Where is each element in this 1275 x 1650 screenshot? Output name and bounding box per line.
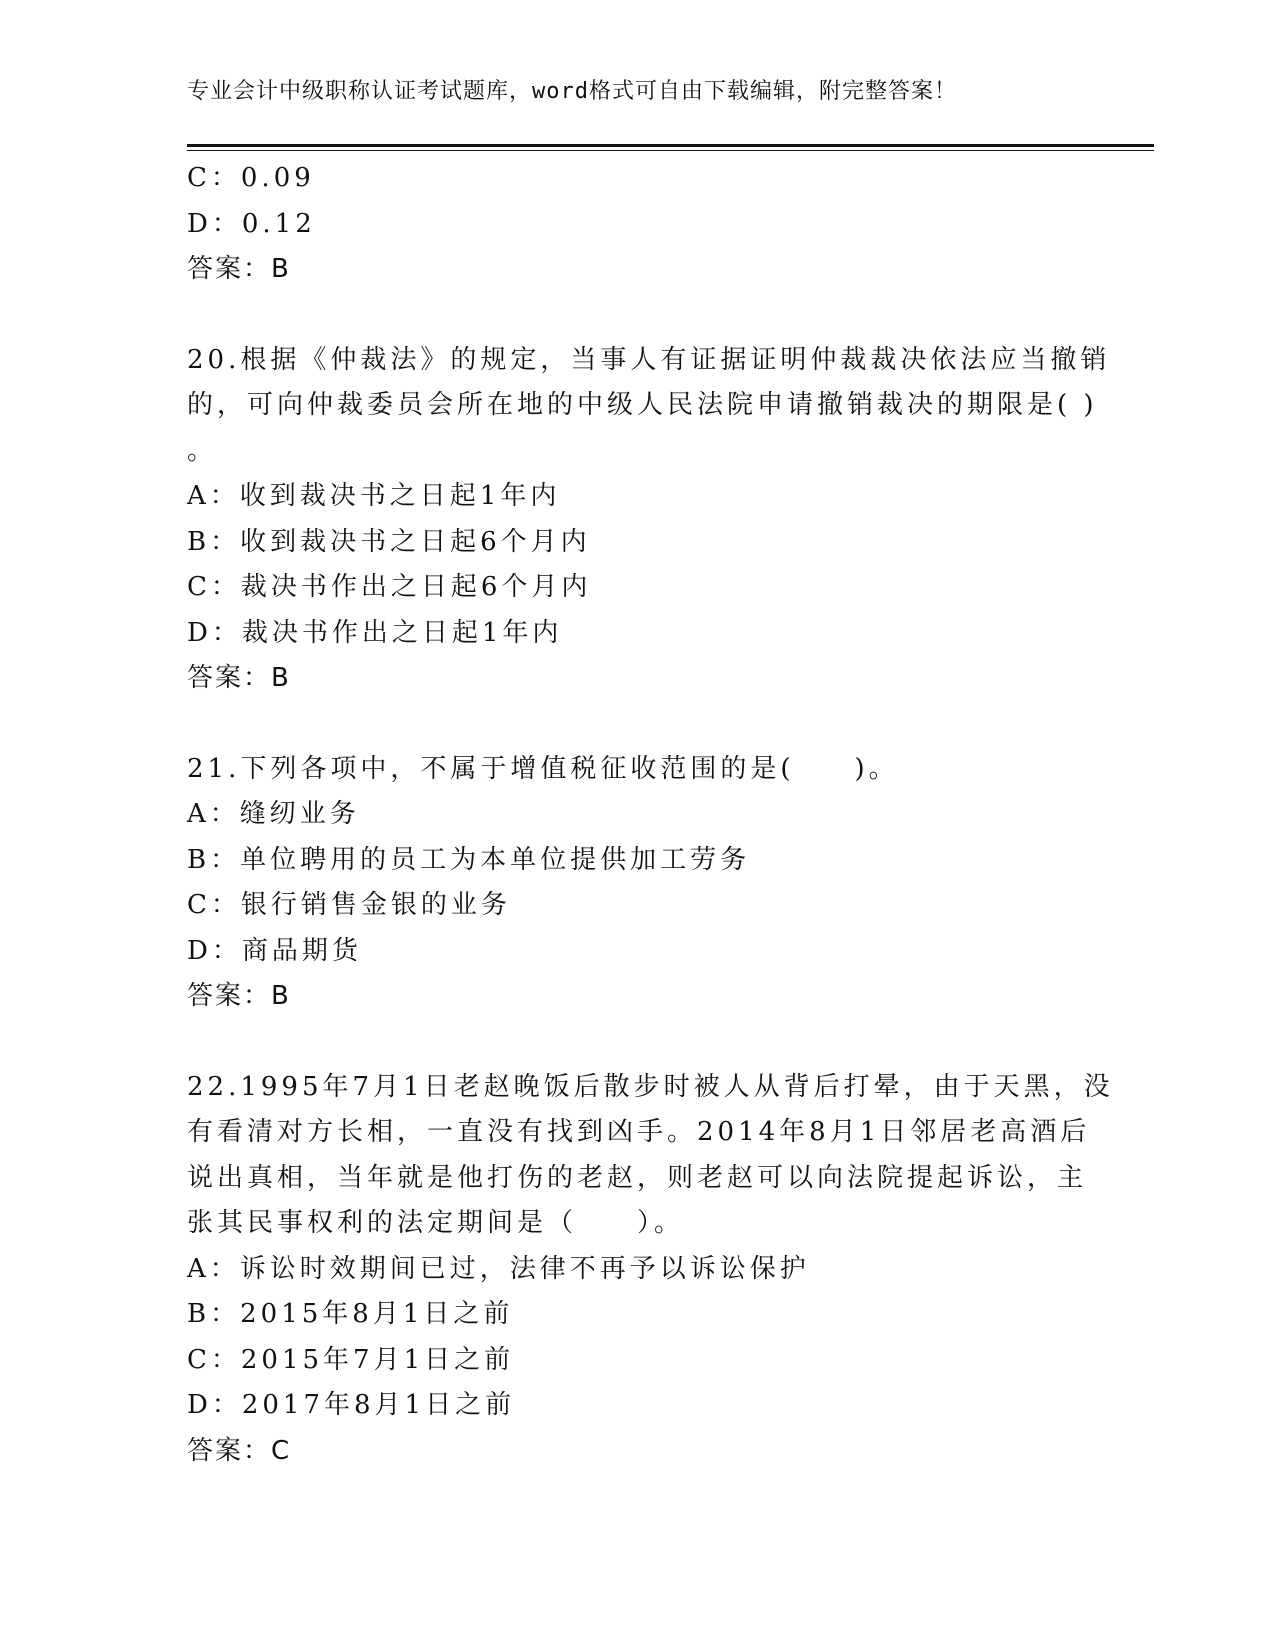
question-stem-line: 21.下列各项中，不属于增值税征收范围的是( )。 [187,753,899,784]
option-d: D：2017年8月1日之前 [187,1390,516,1420]
spacer [187,293,1087,338]
option-b: B：单位聘用的员工为本单位提供加工劳务 [187,844,751,875]
option-c: C：银行销售金银的业务 [187,890,511,920]
option-a: A：缝纫业务 [187,799,360,829]
answer-line: 答案：C [187,1435,292,1466]
header-rule-thin [187,150,1154,151]
option-c: C：裁决书作出之日起6个月内 [187,572,592,602]
option-a: A：诉讼时效期间已过，法律不再予以诉讼保护 [187,1253,810,1284]
question-stem-line: 20.根据《仲裁法》的规定，当事人有证据证明仲裁裁决依法应当撤销 [187,344,1111,375]
question-stem-line: 。 [187,435,218,466]
option-b: B：收到裁决书之日起6个月内 [187,526,591,557]
option-c: C：0.09 [187,163,315,193]
question-22 [187,1065,1114,1475]
question-stem-line: 有看清对方长相，一直没有找到凶手。2014年8月1日邻居老高酒后 [187,1117,1091,1147]
question-20 [187,338,1111,702]
option-c: C：2015年7月1日之前 [187,1344,515,1375]
page-header: 专业会计中级职称认证考试题库，word格式可自由下载编辑，附完整答案！ [187,79,957,104]
question-stem-line: 张其民事权利的法定期间是（ ）。 [187,1208,685,1238]
option-d: D：裁决书作出之日起1年内 [187,617,563,648]
previous-question-tail [187,156,1087,293]
header-rule-thick [187,144,1154,147]
option-d: D：商品期货 [187,935,362,966]
question-stem-line: 的，可向仲裁委员会所在地的中级人民法院申请撤销裁决的期限是( ) [187,390,1098,420]
question-list [187,156,1114,1474]
option-d: D：0.12 [187,208,316,239]
spacer [187,702,1087,747]
answer-line: 答案：B [187,663,291,693]
answer-line: 答案：B [187,981,291,1011]
option-b: B：2015年8月1日之前 [187,1299,514,1329]
question-21 [187,747,1087,1020]
option-a: A：收到裁决书之日起1年内 [187,481,561,511]
answer-line: 答案：B [187,254,291,284]
question-stem-line: 22.1995年7月1日老赵晚饭后散步时被人从背后打晕，由于天黑，没 [187,1071,1114,1102]
question-stem-line: 说出真相，当年就是他打伤的老赵，则老赵可以向法院提起诉讼，主 [187,1162,1088,1193]
spacer [187,1020,1087,1065]
